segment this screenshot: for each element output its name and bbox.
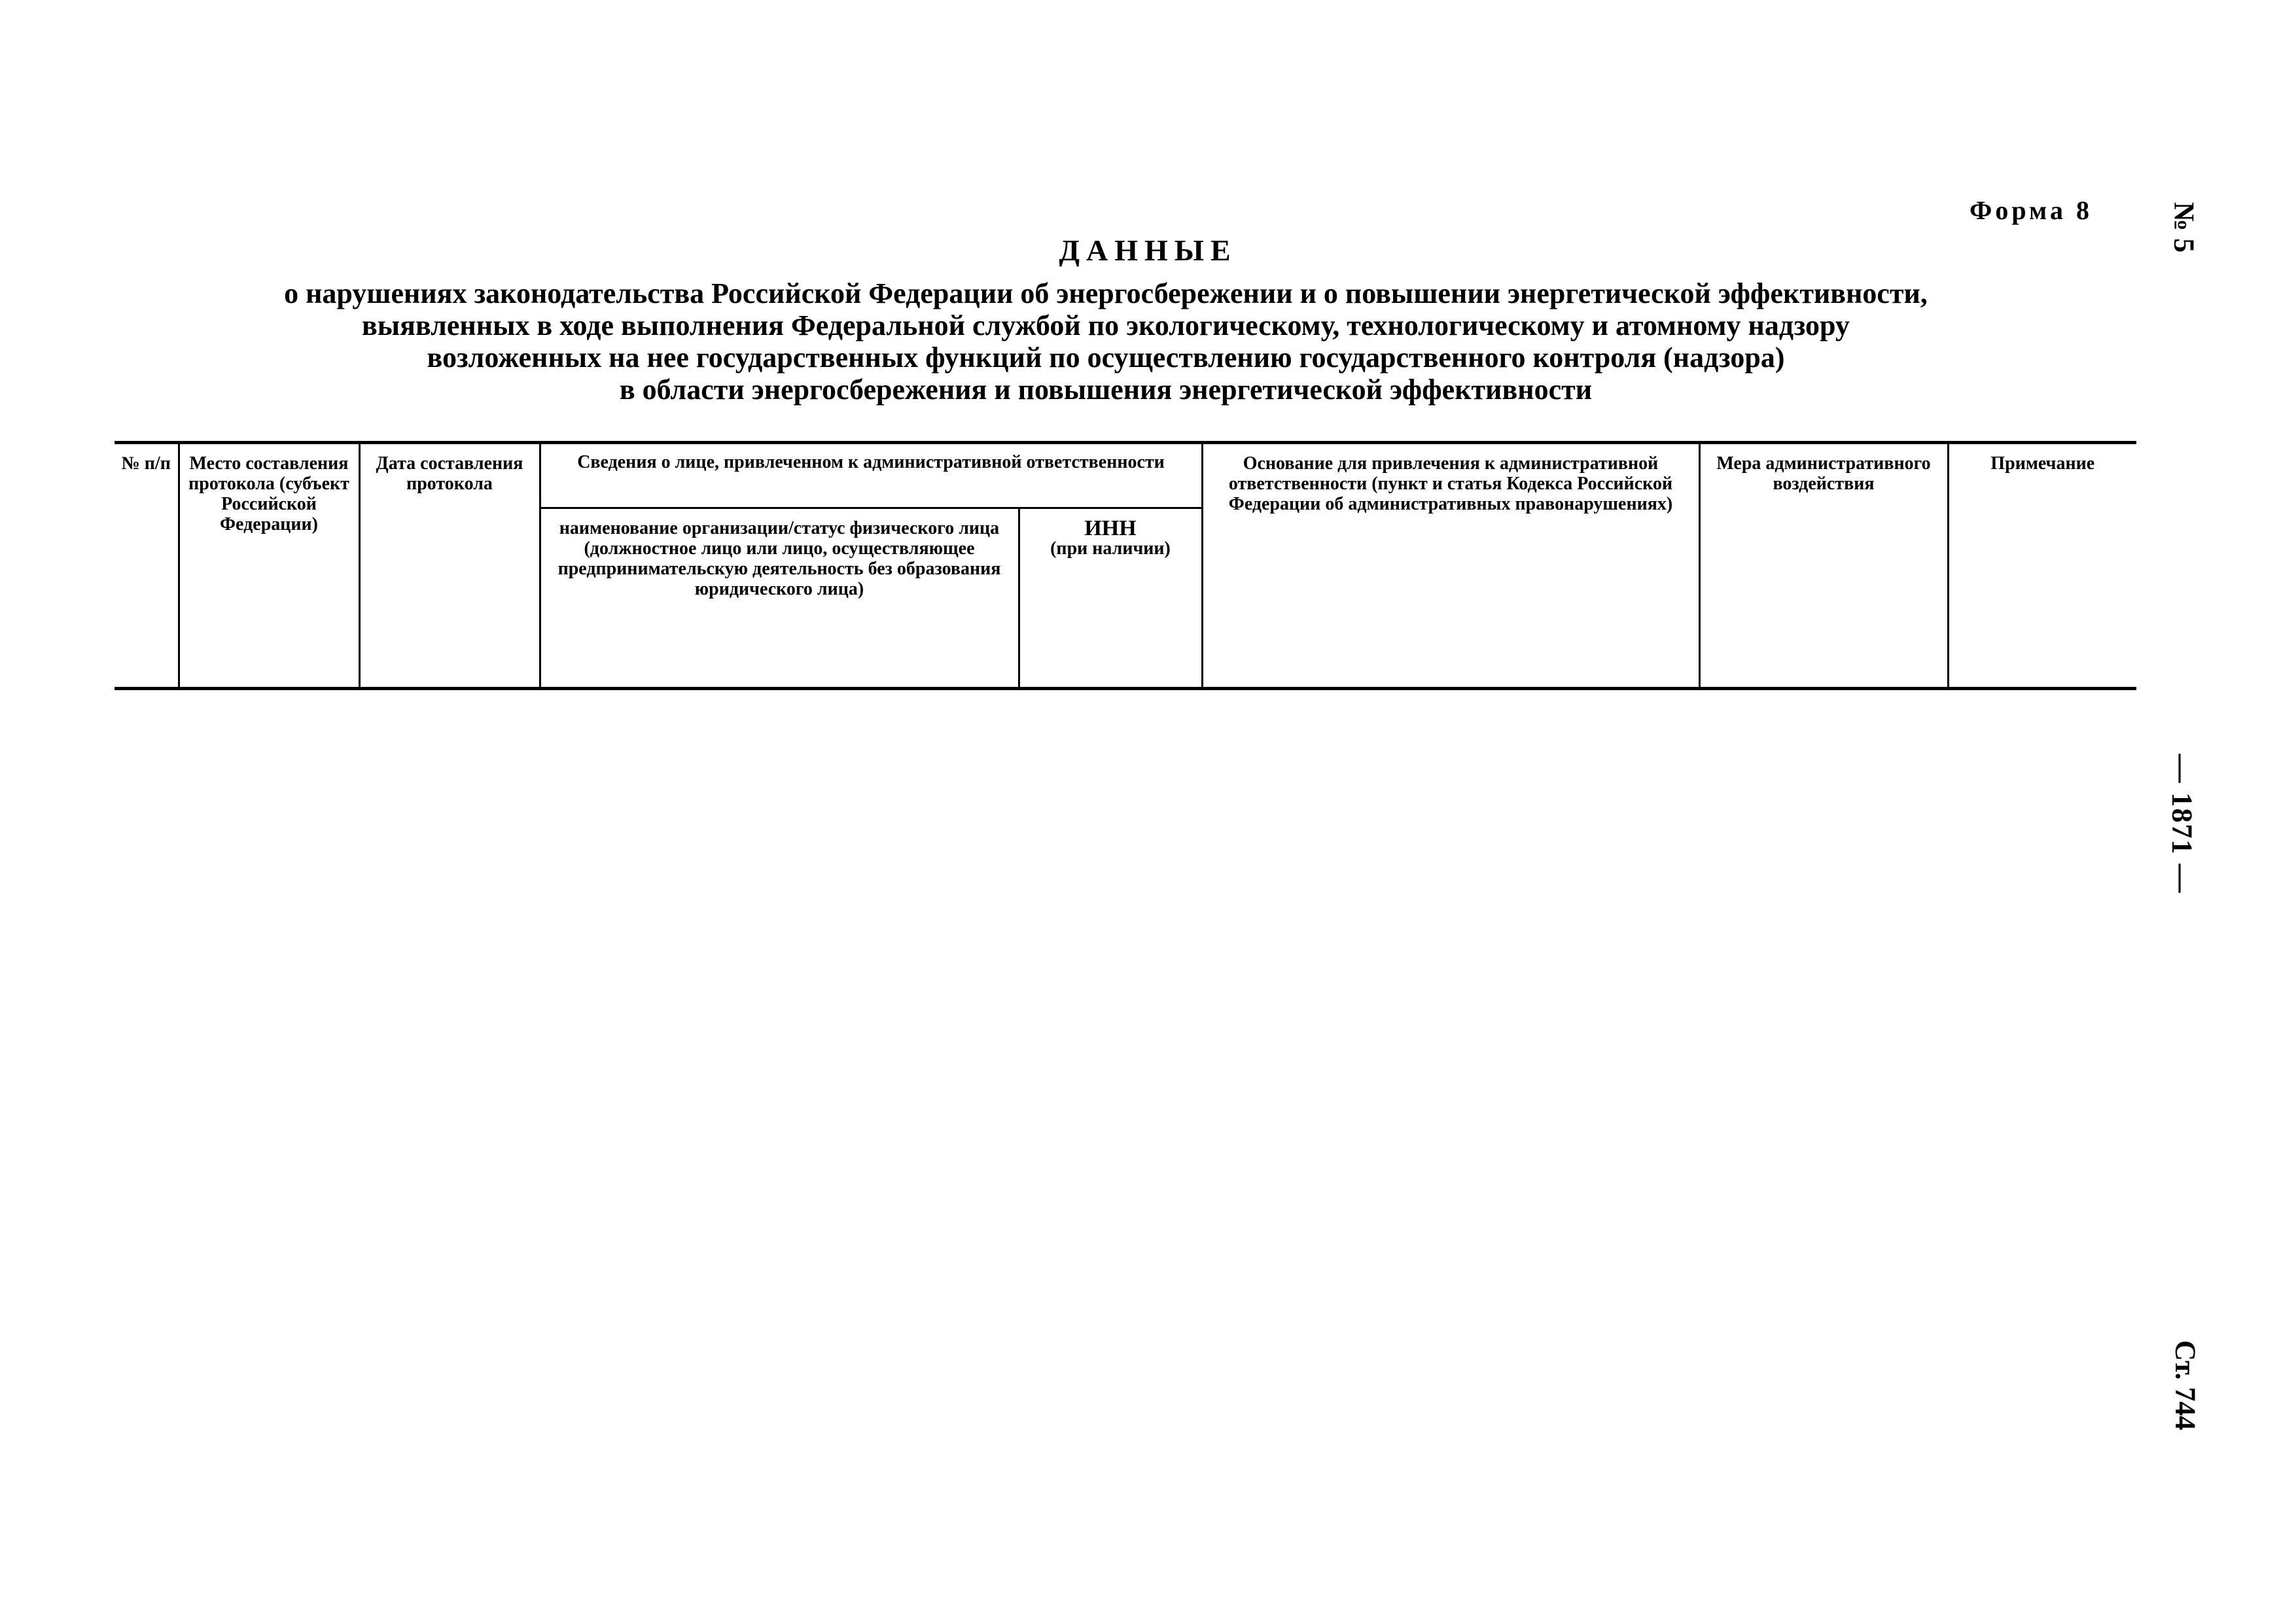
subtitle-line: о нарушениях законодательства Российской Федерации об энергосбережении и о повышении энергетической эффективности, [284, 277, 1928, 309]
col-header-person-group: Сведения о лице, привлеченном к административной ответственности [540, 443, 1202, 508]
page-number: — 1871 — [2166, 754, 2199, 894]
report-table [115, 441, 2136, 690]
col-header-basis: Основание для привлечения к административной ответственности (пункт и статья Кодекса Российской Федерации об административных правонарушениях) [1202, 443, 1699, 689]
subtitle-line: возложенных на нее государственных функций по осуществлению государственного контроля (надзора) [427, 341, 1785, 374]
inn-note: (при наличии) [1050, 538, 1171, 559]
col-header-num: № п/п [115, 443, 179, 689]
col-header-note: Примечание [1948, 443, 2136, 689]
document-title: ДАННЫЕ [1059, 234, 1237, 267]
article-number: Ст. 744 [2169, 1340, 2202, 1431]
subtitle-line: в области энергосбережения и повышения энергетической эффективности [619, 374, 1593, 406]
document-subtitle [196, 277, 2015, 406]
subtitle-line: выявленных в ходе выполнения Федеральной службой по экологическому, технологическому и атомному надзору [362, 309, 1850, 341]
col-header-measure: Мера административного воздействия [1699, 443, 1948, 689]
col-header-date: Дата составления протокола [359, 443, 540, 689]
form-label: Форма 8 [1969, 196, 2093, 225]
col-header-org-name: наименование организации/статус физического лица (должностное лицо или лицо, осуществляющее предпринимательскую деятельность без образования юридического лица) [540, 508, 1019, 689]
inn-title: ИНН [1084, 516, 1137, 540]
col-header-place: Место составления протокола (субъект Российской Федерации) [179, 443, 359, 689]
col-header-inn [1019, 508, 1202, 689]
issue-number: № 5 [2168, 201, 2200, 253]
